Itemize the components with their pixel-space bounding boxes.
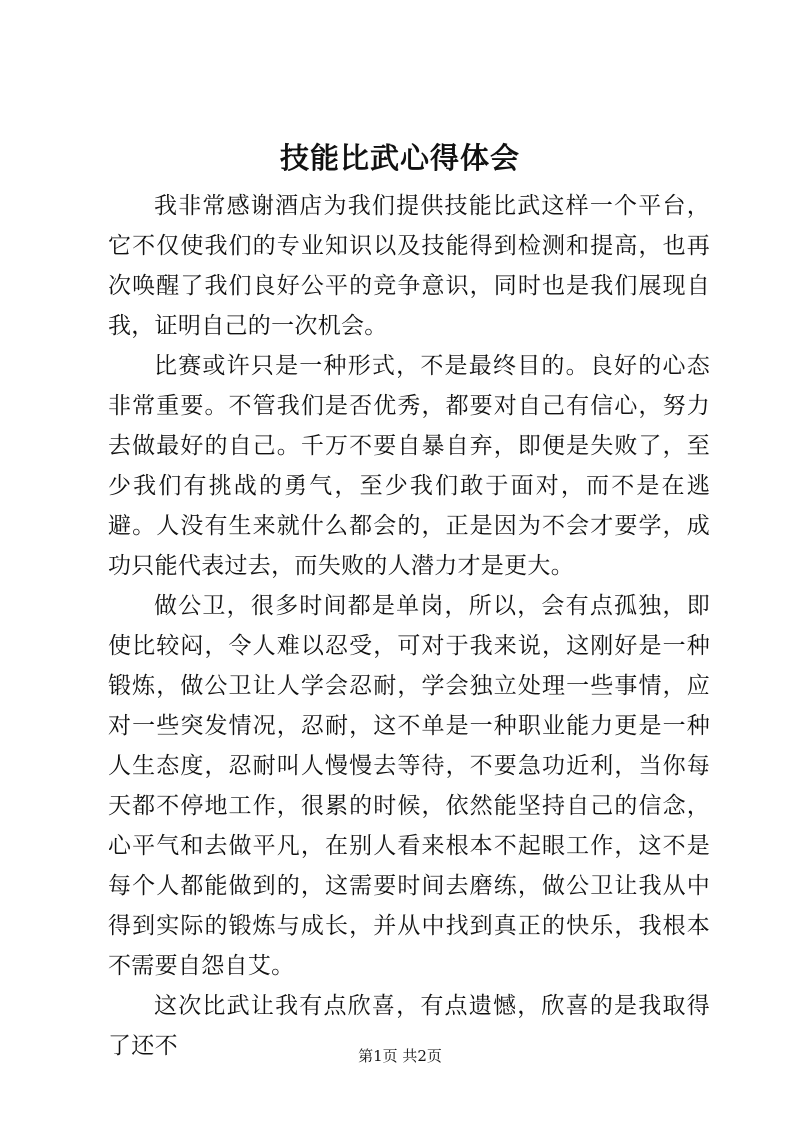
document-body	[108, 186, 710, 1066]
document-title: 技能比武心得体会	[279, 141, 520, 175]
paragraph-3: 做公卫，很多时间都是单岗，所以，会有点孤独，即使比较闷，令人难以忍受，可对于我来说，这刚好是一种锻炼，做公卫让人学会忍耐，学会独立处理一些事情，应对一些突发情况，忍耐，这不单是一种职业能力更是一种人生态度，忍耐叫人慢慢去等待，不要急功近利，当你每天都不停地工作，很累的时候，依然能坚持自己的信念，心平气和去做平凡，在别人看来根本不起眼工作，这不是每个人都能做到的，这需要时间去磨练，做公卫让我从中得到实际的锻炼与成长，并从中找到真正的快乐，我根本不需要自怨自艾。	[108, 593, 710, 979]
page-footer: 第1页 共2页	[358, 1047, 442, 1065]
paragraph-1: 我非常感谢酒店为我们提供技能比武这样一个平台，它不仅使我们的专业知识以及技能得到检测和提高，也再次唤醒了我们良好公平的竞争意识，同时也是我们展现自我，证明自己的一次机会。	[108, 193, 710, 339]
paragraph-4: 这次比武让我有点欣喜，有点遗憾，欣喜的是我取得了还不	[108, 993, 710, 1059]
paragraph-2: 比赛或许只是一种形式，不是最终目的。良好的心态非常重要。不管我们是否优秀，都要对自己有信心，努力去做最好的自己。千万不要自暴自弃，即便是失败了，至少我们有挑战的勇气，至少我们敢于面对，而不是在逃避。人没有生来就什么都会的，正是因为不会才要学，成功只能代表过去，而失败的人潜力才是更大。	[108, 353, 710, 579]
